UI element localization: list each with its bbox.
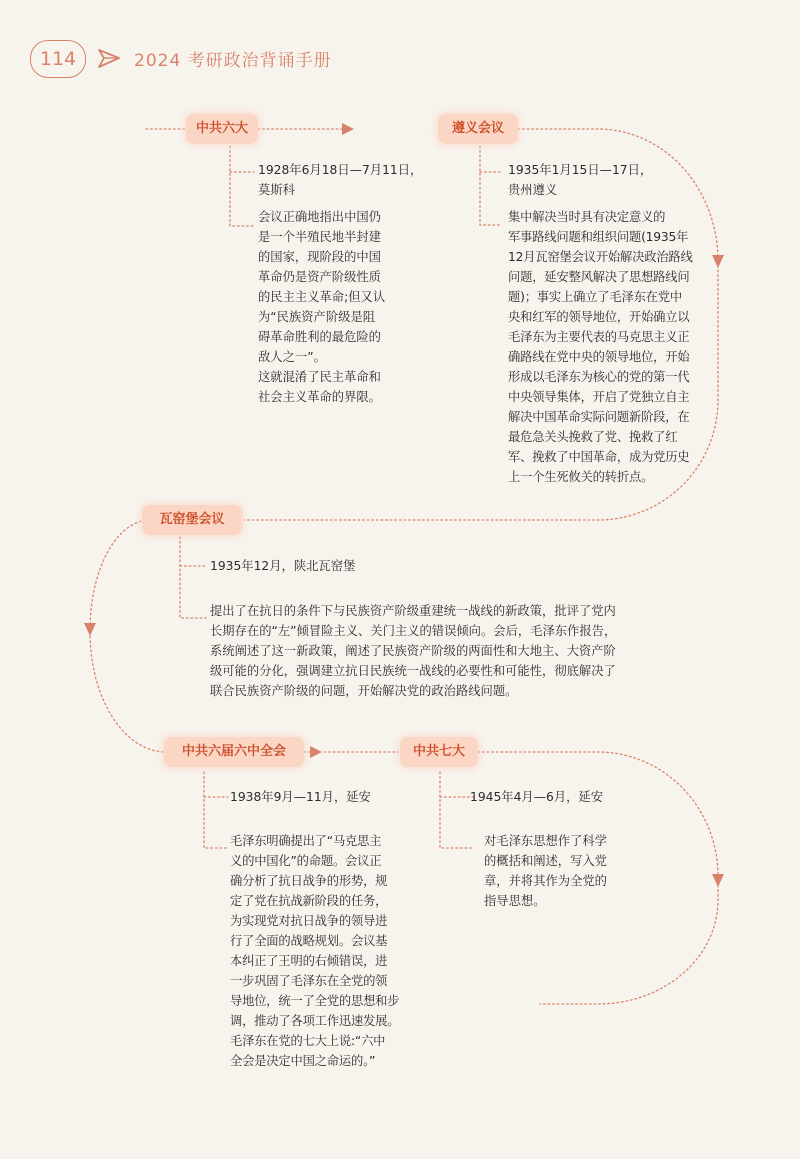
- arrow-right-icon: [342, 123, 354, 135]
- wayaobao-time-place: 1935年12月，陕北瓦窑堡: [210, 559, 356, 573]
- zunyi-time-place: 1935年1月15日—17日， 贵州遵义: [508, 163, 653, 197]
- node-seventh-congress: 中共七大: [400, 737, 478, 767]
- zunyi-content: 集中解决当时具有决定意义的 军事路线问题和组织问题(1935年 12月瓦窑堡会议开始解决政治路线 问题，延安整风解决了思想路线问 题)；事实上确立了毛泽东在党中 央和红军的领导地位，开始确立以 毛泽东为主要代表的马克思主义正 确路线在党中央的领导地位，开始 形成以毛泽东为核心的党的第一代 中央领导集体，开启了党独立自主 解决中国革命实际问题新阶段，在 最危急关头挽救了党、挽救了红 军、挽救了中国革命，成为党历史 上一个生死攸关的转折点。: [508, 210, 693, 484]
- seventh-congress-content: 对毛泽东思想作了科学 的概括和阐述，写入党 章，并将其作为全党的 指导思想。: [484, 834, 607, 908]
- arrow-down-icon: [84, 623, 96, 636]
- sixth-congress-content: 会议正确地指出中国仍 是一个半殖民地半封建 的国家，现阶段的中国 革命仍是资产阶级性质 的民主主义革命;但又认 为“民族资产阶级是阻 碍革命胜利的最危险的 敌人之一”。 这就混淆了民主革命和 社会主义革命的界限。: [258, 210, 386, 404]
- node-wayaobao-conference: 瓦窑堡会议: [142, 505, 242, 535]
- page-header: [30, 40, 430, 80]
- node-sixth-plenum: 中共六届六中全会: [164, 737, 304, 767]
- sixth-congress-time-place: 1928年6月18日—7月11日， 莫斯科: [258, 163, 423, 197]
- seventh-congress-time-place: 1945年4月—6月，延安: [470, 790, 604, 804]
- sixth-plenum-content: 毛泽东明确提出了“马克思主 义的中国化”的命题。会议正 确分析了抗日战争的形势，规 定了党在抗战新阶段的任务， 为实现党对抗日战争的领导进 行了全面的战略规划。会议基 本纠正了王明的右倾错误，进 一步巩固了毛泽东在全党的领 导地位，统一了全党的思想和步 调，推动了各项工作迅速发展。 毛泽东在党的七大上说:“六中 全会是决定中国之命运的。”: [230, 834, 400, 1068]
- node-zunyi-conference: 遵义会议: [438, 114, 518, 144]
- arrow-down-icon: [712, 874, 724, 887]
- book-title: 2024 考研政治背诵手册: [134, 51, 332, 71]
- page-number: 114: [30, 40, 86, 78]
- sixth-plenum-time-place: 1938年9月—11月，延安: [230, 790, 371, 804]
- arrow-right-icon: [310, 746, 322, 758]
- wayaobao-content: 提出了在抗日的条件下与民族资产阶级重建统一战线的新政策，批评了党内 长期存在的“左”倾冒险主义、关门主义的错误倾向。会后，毛泽东作报告， 系统阐述了这一新政策，阐述了民族资产阶级的两面性和大地主、大资产阶 级可能的分化，强调建立抗日民族统一战线的必要性和可能性，彻底解决了 联合民族资产阶级的问题，开始解决党的政治路线问题。: [210, 604, 617, 698]
- node-sixth-congress: 中共六大: [186, 114, 258, 144]
- paper-plane-icon: [96, 46, 122, 72]
